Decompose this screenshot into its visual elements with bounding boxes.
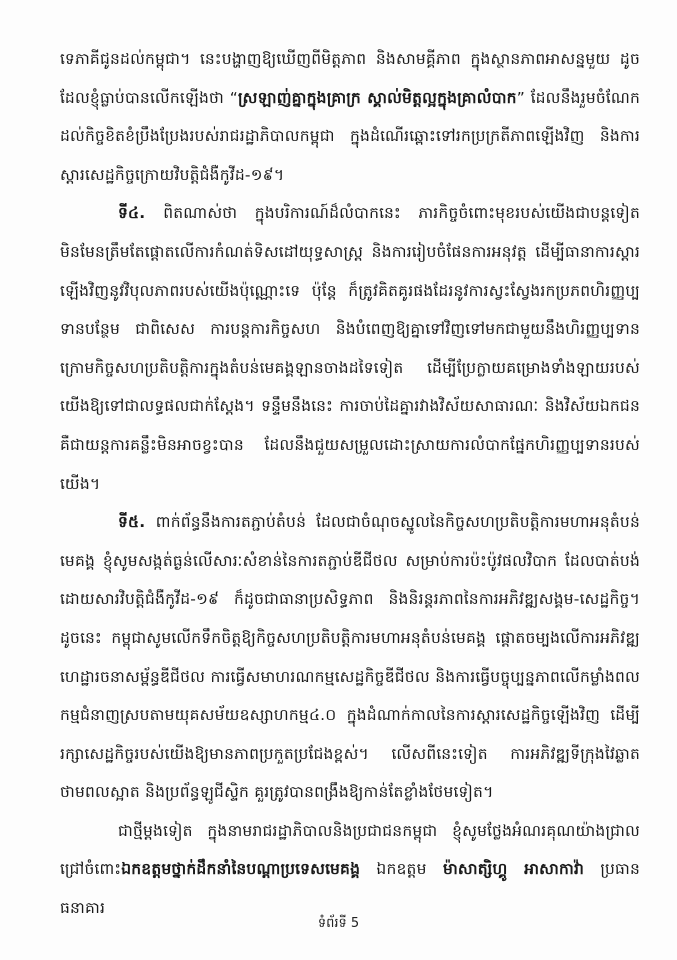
paragraph-1-text-cont: ” ដែលនឹងរួមចំណែកដល់កិច្ចខិតខំប្រឹងប្រែងរបស់រាជរដ្ឋាភិបាលកម្ពុជា ក្នុងដំណើរឆ្ពោះទៅរកប្រក្រតីភាពឡើងវិញ និងការស្តារសេដ្ឋកិច្ចក្រោយវិបត្តិជំងឺកូវីដ-១៩។ — [60, 88, 640, 184]
point-4-text: ពិតណាស់ថា ក្នុងបរិការណ៍ដ៏លំបាកនេះ ភារកិច្ចចំពោះមុខរបស់យើងជាបន្តទៀត មិនមែនត្រឹមតែផ្តោតលើការកំណត់ទិសដៅយុទ្ធសាស្ត្រ និងការរៀបចំផែនការអនុវត្ត ដើម្បីធានាការស្តារឡើងវិញនូវវិបុលភាពរបស់យើងប៉ុណ្ណោះទេ ប៉ុន្តែ ក៏ត្រូវគិតគូរផងដែរនូវការស្វះស្វែងរកប្រភពហិរញ្ញប្បទានបន្ថែម ជាពិសេស ការបន្តការកិច្ចសហ និងបំពេញឱ្យគ្នាទៅវិញទៅមកជាមួយនឹងហិរញ្ញប្បទានក្រោមកិច្ចសហប្រតិបត្តិការក្នុងតំបន់មេគង្គឡានចាងដទៃទៀត ដើម្បីប្រែក្លាយគម្រោងទាំងឡាយរបស់យើងឱ្យទៅជាលទ្ធផលជាក់ស្តែង។ ទន្ទឹមនឹងនេះ ការចាប់ដៃគ្នារវាងវិស័យសាធារណៈ និងវិស័យឯកជន គឺជាយន្តការគន្លឹះមិនអាចខ្វះបាន ដែលនឹងជួយសម្រួលដោះស្រាយការលំបាកផ្នែកហិរញ្ញប្បទានរបស់យើង។ — [60, 204, 640, 493]
point-5-number: ទី៥. — [118, 513, 156, 532]
paragraph-1 — [60, 40, 640, 194]
page-number: ទំព័រទី 5 — [317, 916, 360, 931]
closing-name: ម៉ាសាត្សិហ្គូ អាសាកាវ៉ា — [442, 860, 585, 879]
document-body — [60, 40, 640, 928]
paragraph-point-4 — [60, 194, 640, 503]
closing-text: ជាថ្មីម្តងទៀត ក្នុងនាមរាជរដ្ឋាភិបាលនិងប្រជាជនកម្ពុជា ខ្ញុំសូមថ្លែងអំណរគុណយ៉ាងជ្រាលជ្រៅចំពោះ — [60, 821, 640, 879]
paragraph-1-text: ទេភាគីជូនដល់កម្ពុជា។ នេះបង្ហាញឱ្យឃើញពីមិត្តភាព និងសាមគ្គីភាព ក្នុងស្ថានភាពអាសន្នមួយ ដូចដែលខ្ញុំធ្លាប់បានលើកឡើងថា “ — [60, 50, 640, 107]
paragraph-point-5 — [60, 503, 640, 812]
point-4-number: ទី៤. — [118, 204, 164, 223]
point-5-text: ពាក់ព័ន្ធនឹងការតភ្ជាប់តំបន់ ដែលជាចំណុចស្នូលនៃកិច្ចសហប្រតិបត្តិការមហាអនុតំបន់មេគង្គ ខ្ញុំសូមសង្កត់ធ្ងន់លើសារៈសំខាន់នៃការតភ្ជាប់ឌីជីថល សម្រាប់ការប៉ះប៉ូវផលវិបាក ដែលបាត់បង់ដោយសារវិបត្តិជំងឺកូវីដ-១៩ ក៏ដូចជាធានាប្រសិទ្ធភាព និងនិរន្តរភាពនៃការអភិវឌ្ឍសង្គម-សេដ្ឋកិច្ច។ ដូចនេះ កម្ពុជាសូមលើកទឹកចិត្តឱ្យកិច្ចសហប្រតិបត្តិការមហាអនុតំបន់មេគង្គ ផ្តោតចម្បងលើការអភិវឌ្ឍហេដ្ឋារចនាសម្ព័ន្ធឌីជីថល ការធ្វើសមាហរណកម្មសេដ្ឋកិច្ចឌីជីថល និងការធ្វើបច្ចុប្បន្នភាពលើកម្លាំងពលកម្មជំនាញស្របតាមយុគសម័យឧស្សាហកម្ម៤.០ ក្នុងដំណាក់កាលនៃការស្តារសេដ្ឋកិច្ចឡើងវិញ ដើម្បីរក្សាសេដ្ឋកិច្ចរបស់យើងឱ្យមានភាពប្រកួតប្រជែងខ្ពស់។ លើសពីនេះទៀត ការអភិវឌ្ឍទីក្រុងវៃឆ្លាត ថាមពលស្អាត និងប្រព័ន្ធឡូជីស្ទិក គួរត្រូវបានពង្រឹងឱ្យកាន់តែខ្លាំងថែមទៀត។ — [60, 513, 640, 802]
paragraph-1-quote: ស្រឡាញ់គ្នាក្នុងគ្រាក្រ ស្គាល់មិត្តល្អក្នុងគ្រាលំបាក — [238, 88, 517, 107]
closing-leaders: ឯកឧត្តមថ្នាក់ដឹកនាំនៃបណ្តាប្រទេសមេគង្គ — [121, 860, 361, 879]
closing-text-2: ឯកឧត្តម — [360, 860, 443, 879]
paragraph-closing — [60, 812, 640, 928]
closing-text-3: ប្រធានធនាគារ — [60, 860, 641, 918]
